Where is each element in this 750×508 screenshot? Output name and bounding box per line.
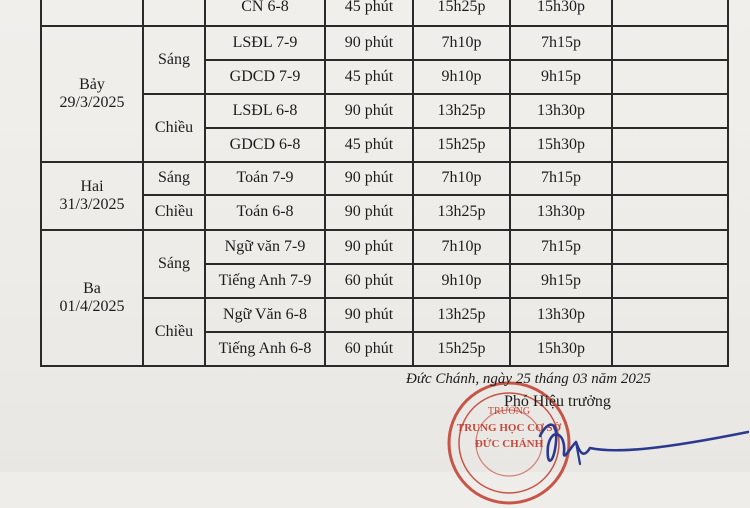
note-cell xyxy=(612,332,728,366)
start-time-cell: 13h25p xyxy=(413,94,510,128)
day-cell xyxy=(41,230,143,366)
subject-cell: Toán 7-9 xyxy=(205,162,325,195)
day-name: Bảy xyxy=(79,75,105,93)
session-cell: Sáng xyxy=(143,162,205,195)
start-time-cell: 7h10p xyxy=(413,26,510,60)
end-time-cell: 13h30p xyxy=(510,298,612,332)
note-cell xyxy=(612,195,728,230)
session-cell: Sáng xyxy=(143,230,205,298)
end-time-cell: 7h15p xyxy=(510,26,612,60)
start-time-cell: 7h10p xyxy=(413,162,510,195)
duration-cell: 60 phút xyxy=(325,332,413,366)
day-date: 31/3/2025 xyxy=(59,196,125,213)
subject-cell: Tiếng Anh 7-9 xyxy=(205,264,325,298)
signer-title: Phó Hiệu trưởng xyxy=(504,393,611,410)
duration-cell: 45 phút xyxy=(325,0,413,26)
subject-cell: Toán 6-8 xyxy=(205,195,325,230)
subject-cell: GDCD 6-8 xyxy=(205,128,325,162)
end-time-cell: 13h30p xyxy=(510,195,612,230)
seal-line-1: TRƯỜNG xyxy=(487,406,531,417)
end-time-cell: 15h30p xyxy=(510,128,612,162)
day-date: 01/4/2025 xyxy=(59,298,125,315)
start-time-cell: 7h10p xyxy=(413,230,510,264)
table-row xyxy=(41,94,728,128)
table-row xyxy=(41,298,728,332)
subject-cell: Tiếng Anh 6-8 xyxy=(205,332,325,366)
duration-cell: 90 phút xyxy=(325,162,413,195)
note-cell xyxy=(612,162,728,195)
day-cell xyxy=(41,0,143,26)
end-time-cell: 9h15p xyxy=(510,60,612,94)
day-cell xyxy=(41,162,143,230)
exam-schedule-table xyxy=(40,0,729,367)
session-cell: Sáng xyxy=(143,26,205,94)
place-and-date: Đức Chánh, ngày 25 tháng 03 năm 2025 xyxy=(406,371,651,387)
end-time-cell: 7h15p xyxy=(510,230,612,264)
note-cell xyxy=(612,26,728,60)
end-time-cell: 15h30p xyxy=(510,0,612,26)
day-date: 29/3/2025 xyxy=(59,94,125,111)
day-name: Hai xyxy=(80,177,104,195)
start-time-cell: 15h25p xyxy=(413,0,510,26)
note-cell xyxy=(612,0,728,26)
subject-cell: CN 6-8 xyxy=(205,0,325,26)
note-cell xyxy=(612,128,728,162)
start-time-cell: 13h25p xyxy=(413,298,510,332)
start-time-cell: 9h10p xyxy=(413,60,510,94)
seal-line-3: ĐỨC CHÁNH xyxy=(474,438,544,450)
subject-cell: LSĐL 7-9 xyxy=(205,26,325,60)
note-cell xyxy=(612,298,728,332)
note-cell xyxy=(612,94,728,128)
session-cell: Chiều xyxy=(143,94,205,162)
end-time-cell: 15h30p xyxy=(510,332,612,366)
end-time-cell: 7h15p xyxy=(510,162,612,195)
start-time-cell: 15h25p xyxy=(413,128,510,162)
duration-cell: 90 phút xyxy=(325,26,413,60)
duration-cell: 90 phút xyxy=(325,195,413,230)
end-time-cell: 9h15p xyxy=(510,264,612,298)
duration-cell: 60 phút xyxy=(325,264,413,298)
start-time-cell: 9h10p xyxy=(413,264,510,298)
session-cell: Chiều xyxy=(143,298,205,366)
signature xyxy=(518,412,750,472)
duration-cell: 45 phút xyxy=(325,60,413,94)
note-cell xyxy=(612,230,728,264)
table-row xyxy=(41,26,728,60)
subject-cell: GDCD 7-9 xyxy=(205,60,325,94)
note-cell xyxy=(612,60,728,94)
start-time-cell: 13h25p xyxy=(413,195,510,230)
duration-cell: 90 phút xyxy=(325,94,413,128)
day-name: Ba xyxy=(83,279,101,297)
session-cell: Chiều xyxy=(143,195,205,230)
note-cell xyxy=(612,264,728,298)
session-cell xyxy=(143,0,205,26)
seal-line-2: TRUNG HỌC CƠ SỞ xyxy=(456,422,562,434)
end-time-cell: 13h30p xyxy=(510,94,612,128)
subject-cell: Ngữ Văn 6-8 xyxy=(205,298,325,332)
day-cell xyxy=(41,26,143,162)
duration-cell: 45 phút xyxy=(325,128,413,162)
duration-cell: 90 phút xyxy=(325,298,413,332)
subject-cell: Ngữ văn 7-9 xyxy=(205,230,325,264)
duration-cell: 90 phút xyxy=(325,230,413,264)
table-row xyxy=(41,0,728,26)
table-row xyxy=(41,162,728,195)
table-row xyxy=(41,195,728,230)
subject-cell: LSĐL 6-8 xyxy=(205,94,325,128)
table-row xyxy=(41,230,728,264)
start-time-cell: 15h25p xyxy=(413,332,510,366)
